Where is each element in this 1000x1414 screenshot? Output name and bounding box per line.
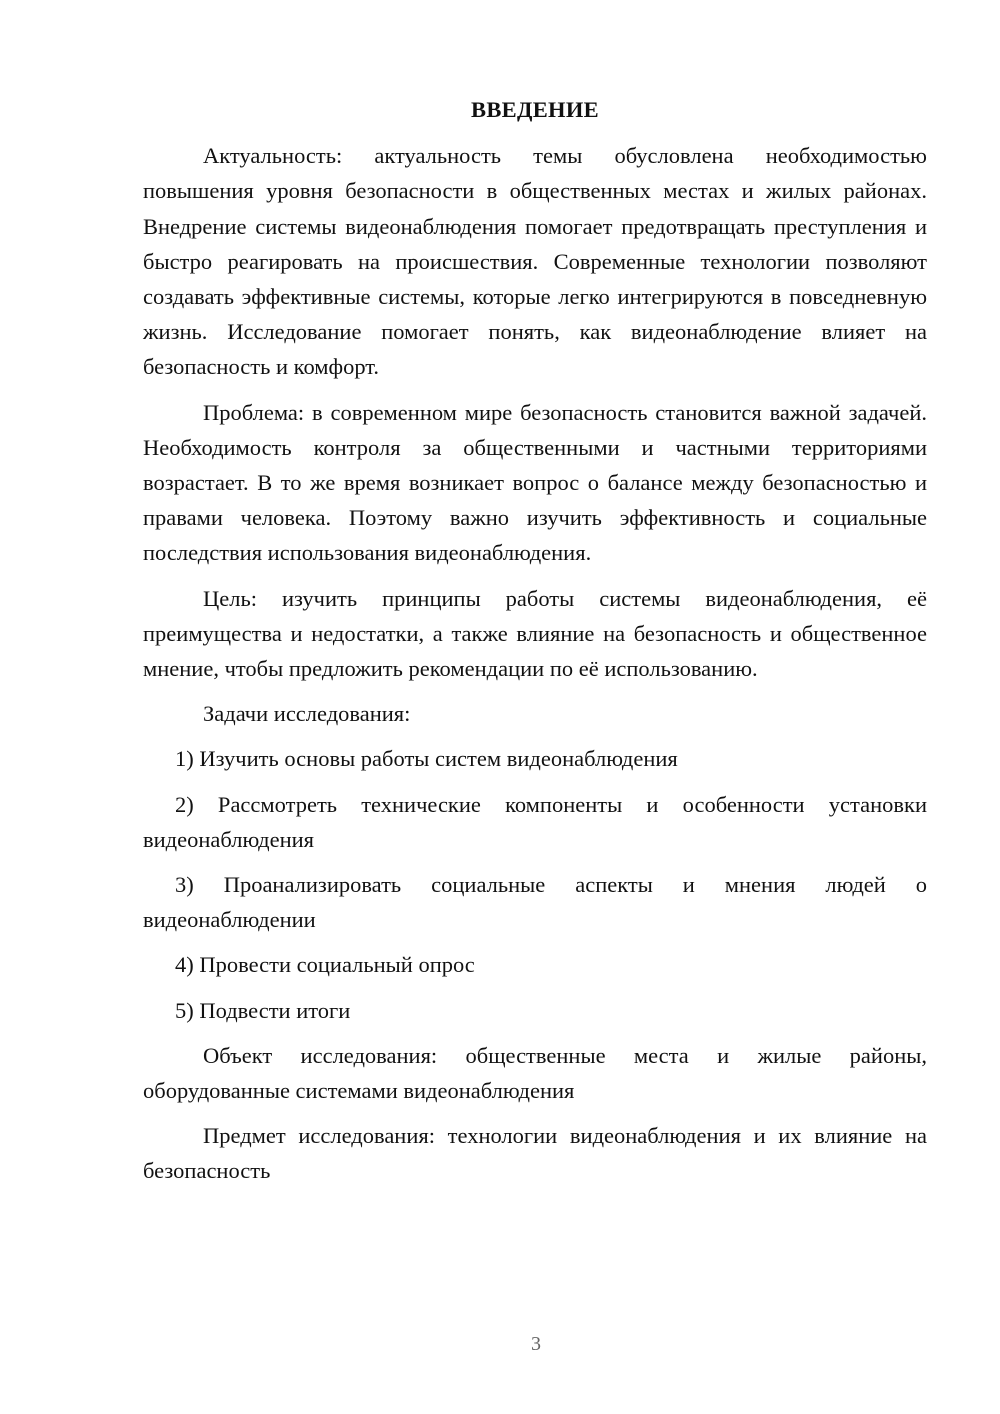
research-subject-paragraph: Предмет исследования: технологии видеонаблюдения и их влияние на безопасность xyxy=(143,1123,927,1184)
goal-paragraph: Цель: изучить принципы работы системы видеонаблюдения, её преимущества и недостатки, а также влияние на безопасность и общественное мнение, чтобы предложить рекомендации по её использованию. xyxy=(143,585,927,682)
tasks-heading: Задачи исследования: xyxy=(203,701,411,727)
relevance-paragraph: Актуальность: актуальность темы обусловлена необходимостью повышения уровня безопасности в общественных местах и жилых районах. Внедрение системы видеонаблюдения помогает предотвращать преступления и быстро реагировать на происшествия. Современные технологии позволяют создавать эффективные системы, которые легко интегрируются в повседневную жизнь. Исследование помогает понять, как видеонаблюдение влияет на безопасность и комфорт. xyxy=(143,143,927,380)
page-title: ВВЕДЕНИЕ xyxy=(471,97,599,122)
task-item-4: 4) Провести социальный опрос xyxy=(175,952,475,978)
task-item-5: 5) Подвести итоги xyxy=(175,997,351,1023)
page-number: 3 xyxy=(531,1333,541,1355)
task-item-2: 2) Рассмотреть технические компоненты и особенности установки видеонаблюдения xyxy=(143,791,927,852)
task-item-1: 1) Изучить основы работы систем видеонаблюдения xyxy=(175,746,678,772)
task-item-3: 3) Проанализировать социальные аспекты и мнения людей о видеонаблюдении xyxy=(143,872,927,933)
research-object-paragraph: Объект исследования: общественные места и жилые районы, оборудованные системами видеонаблюдения xyxy=(143,1042,927,1104)
problem-paragraph: Проблема: в современном мире безопасность становится важной задачей. Необходимость контроля за общественными и частными территориями возрастает. В то же время возникает вопрос о балансе между безопасностью и правами человека. Поэтому важно изучить эффективность и социальные последствия использования видеонаблюдения. xyxy=(143,399,927,566)
page-content xyxy=(143,92,927,1199)
